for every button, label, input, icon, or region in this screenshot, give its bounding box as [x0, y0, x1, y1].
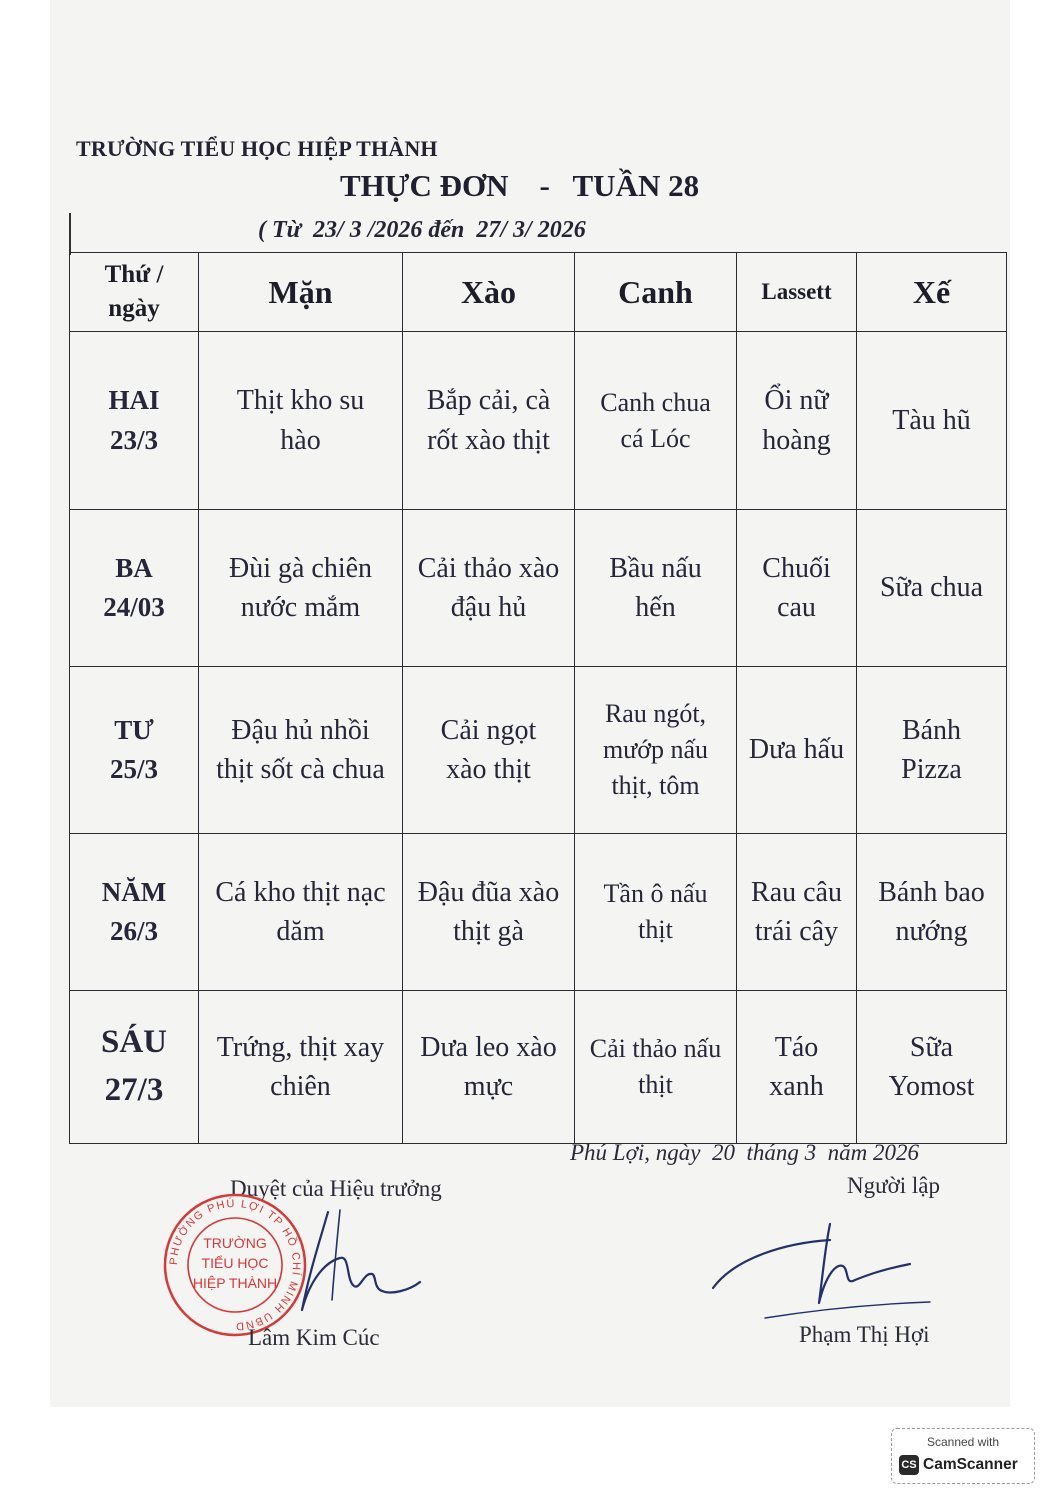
principal-signature [280, 1200, 430, 1330]
preparer-label: Người lập [847, 1173, 940, 1198]
table-row [70, 667, 1007, 834]
watermark-caption: Scanned with [926, 1435, 1000, 1449]
place-date: Phú Lợi, ngày 20 tháng 3 năm 2026 [570, 1140, 919, 1165]
xe-cell: Tàu hũ [857, 332, 1007, 510]
xe-cell: Sữa Yomost [857, 991, 1007, 1144]
camscanner-watermark [891, 1428, 1035, 1484]
canh-cell: Bầu nấu hến [575, 510, 737, 667]
xao-cell: Cải ngọt xào thịt [403, 667, 575, 834]
day-cell: SÁU 27/3 [70, 991, 199, 1144]
approval-label: Duyệt của Hiệu trưởng [230, 1176, 442, 1201]
table-row [70, 510, 1007, 667]
table-row [70, 834, 1007, 991]
header-canh: Canh [575, 253, 737, 332]
principal-name: Lâm Kim Cúc [248, 1325, 380, 1350]
stamp-ring-text: PHƯỜNG PHÚ LỢI TP HỒ CHÍ MINH UBND [167, 1197, 303, 1333]
table-row [70, 332, 1007, 510]
lassett-cell: Dưa hấu [737, 667, 857, 834]
stamp-line-2: TIỂU HỌC [201, 1255, 269, 1271]
canh-cell: Cải thảo nấu thịt [575, 991, 737, 1144]
lassett-cell: Táo xanh [737, 991, 857, 1144]
header-xe: Xế [857, 253, 1007, 332]
day-cell: HAI 23/3 [70, 332, 199, 510]
table-row [70, 991, 1007, 1144]
man-cell: Đậu hủ nhồi thịt sốt cà chua [199, 667, 403, 834]
man-cell: Trứng, thịt xay chiên [199, 991, 403, 1144]
day-cell: TƯ 25/3 [70, 667, 199, 834]
header-xao: Xào [403, 253, 575, 332]
xe-cell: Sữa chua [857, 510, 1007, 667]
lassett-cell: Ổi nữ hoàng [737, 332, 857, 510]
stamp-line-1: TRƯỜNG [203, 1235, 267, 1251]
camscanner-logo-icon: CS [899, 1455, 919, 1475]
canh-cell: Rau ngót, mướp nấu thịt, tôm [575, 667, 737, 834]
xao-cell: Dưa leo xào mực [403, 991, 575, 1144]
day-cell: BA 24/03 [70, 510, 199, 667]
stamp-line-3: HIỆP THÀNH [192, 1275, 278, 1291]
lassett-cell: Chuối cau [737, 510, 857, 667]
lassett-cell: Rau câu trái cây [737, 834, 857, 991]
preparer-name: Phạm Thị Hợi [799, 1322, 930, 1347]
man-cell: Cá kho thịt nạc dăm [199, 834, 403, 991]
menu-table [69, 252, 1007, 1144]
header-row [70, 253, 1007, 332]
xao-cell: Đậu đũa xào thịt gà [403, 834, 575, 991]
preparer-signature [705, 1218, 935, 1328]
xe-cell: Bánh bao nướng [857, 834, 1007, 991]
man-cell: Thịt kho su hào [199, 332, 403, 510]
header-lassett: Lassett [737, 253, 857, 332]
xe-cell: Bánh Pizza [857, 667, 1007, 834]
header-man: Mặn [199, 253, 403, 332]
header-day: Thứ / ngày [70, 253, 199, 332]
date-range: ( Từ 23/ 3 /2026 đến 27/ 3/ 2026 [258, 217, 586, 243]
day-cell: NĂM 26/3 [70, 834, 199, 991]
school-name: TRƯỜNG TIỂU HỌC HIỆP THÀNH [76, 136, 438, 161]
canh-cell: Canh chua cá Lóc [575, 332, 737, 510]
canh-cell: Tần ô nấu thịt [575, 834, 737, 991]
xao-cell: Cải thảo xào đậu hủ [403, 510, 575, 667]
margin-line [69, 213, 71, 255]
menu-title: THỰC ĐƠN - TUẦN 28 [340, 168, 700, 203]
man-cell: Đùi gà chiên nước mắm [199, 510, 403, 667]
watermark-brand: CamScanner [923, 1456, 1018, 1473]
xao-cell: Bắp cải, cà rốt xào thịt [403, 332, 575, 510]
